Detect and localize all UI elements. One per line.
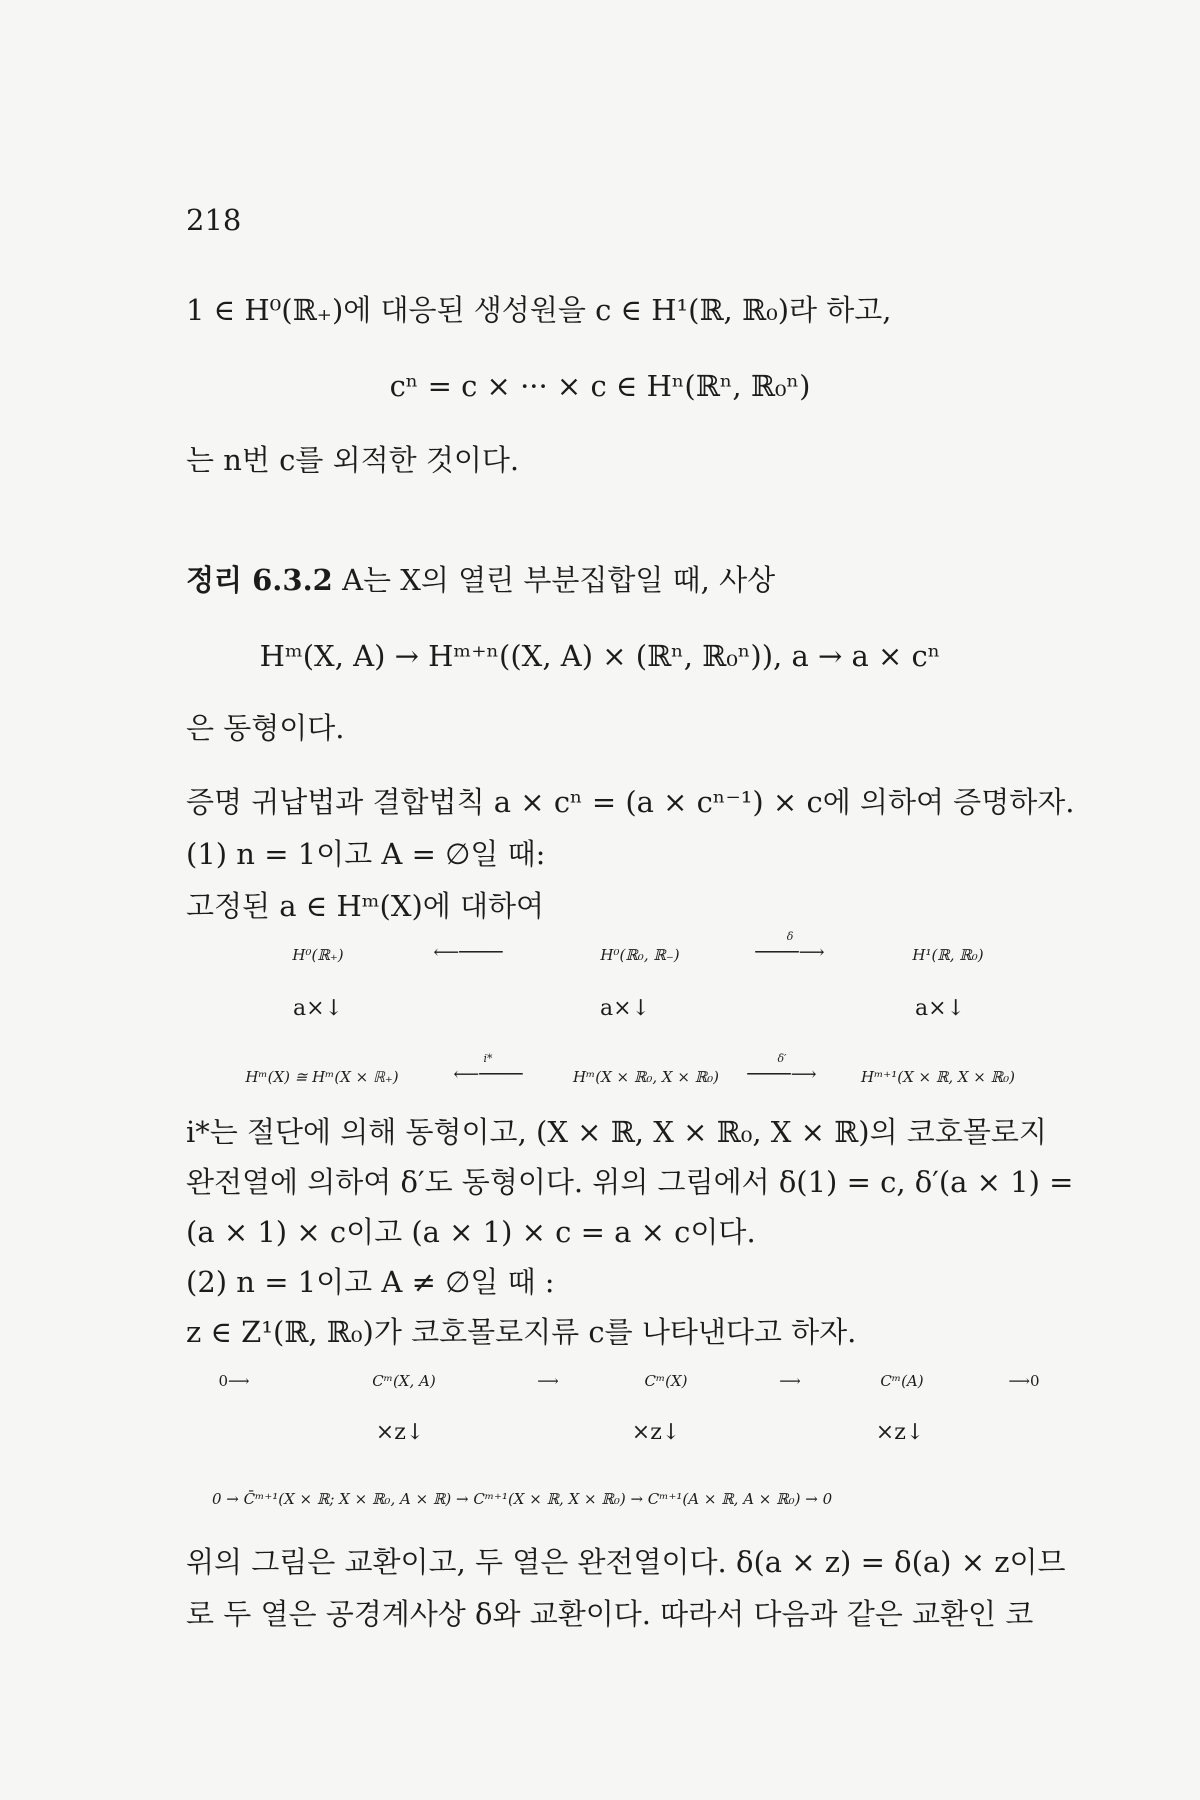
- diagram-node: Hᵐ(X) ≅ Hᵐ(X × ℝ₊): [245, 1068, 399, 1086]
- proof-line: 고정된 a ∈ Hᵐ(X)에 대하여: [186, 889, 545, 923]
- body-line: i*는 절단에 의해 동형이고, (X × ℝ, X × ℝ₀, X × ℝ)의 코호몰로지: [186, 1115, 1047, 1149]
- body-line: (a × 1) × c이고 (a × 1) × c = a × c이다.: [186, 1215, 756, 1249]
- diagram-node: H⁰(ℝ₀, ℝ₋): [600, 946, 680, 964]
- intro-line: 1 ∈ H⁰(ℝ₊)에 대응된 생성원을 c ∈ H¹(ℝ, ℝ₀)라 하고,: [186, 293, 892, 327]
- theorem-statement: [186, 560, 775, 600]
- theorem-conclusion: 은 동형이다.: [186, 711, 345, 745]
- diagram-arrow: ⟵────: [453, 1064, 523, 1085]
- vertical-arrow: a×↓: [600, 996, 650, 1021]
- proof-line: 증명 귀납법과 결합법칙 a × cⁿ = (a × cⁿ⁻¹) × c에 의하여 증명하자.: [186, 785, 1075, 819]
- diagram-node: Hᵐ⁺¹(X × ℝ, X × ℝ₀): [861, 1068, 1015, 1086]
- proof-line: (1) n = 1이고 A = ∅일 때:: [186, 837, 546, 871]
- diagram-node: 0⟶: [218, 1372, 250, 1390]
- vertical-arrow: ×z↓: [875, 1420, 925, 1445]
- diagram-node: H¹(ℝ, ℝ₀): [912, 946, 984, 964]
- diagram-arrow-label: i*: [483, 1052, 493, 1065]
- diagram-arrow: ────⟶: [747, 1064, 817, 1085]
- diagram-bottom-row: 0 → C̄ᵐ⁺¹(X × ℝ; X × ℝ₀, A × ℝ) → Cᵐ⁺¹(X × ℝ, X × ℝ₀) → Cᵐ⁺¹(A × ℝ, A × ℝ₀) → 0: [212, 1490, 833, 1508]
- vertical-arrow: a×↓: [915, 996, 965, 1021]
- diagram-arrow: ⟵────: [433, 942, 503, 963]
- body-line: 위의 그림은 교환이고, 두 열은 완전열이다. δ(a × z) = δ(a) × z이므: [186, 1545, 1066, 1579]
- diagram-arrow: ⟶0: [1008, 1372, 1040, 1390]
- vertical-arrow: ×z↓: [375, 1420, 425, 1445]
- display-equation: cⁿ = c × ··· × c ∈ Hⁿ(ℝⁿ, ℝ₀ⁿ): [389, 369, 811, 403]
- diagram-arrow: ────⟶: [755, 942, 825, 963]
- diagram-arrow-label: δ′: [777, 1052, 787, 1065]
- diagram-node: H⁰(ℝ₊): [292, 946, 344, 964]
- diagram-arrow: ⟶: [779, 1372, 801, 1390]
- diagram-node: Cᵐ(X, A): [372, 1372, 436, 1390]
- diagram-node: Cᵐ(A): [880, 1372, 924, 1390]
- diagram-arrow-label: δ: [786, 930, 794, 943]
- vertical-arrow: a×↓: [293, 996, 343, 1021]
- theorem-label: 정리 6.3.2: [186, 563, 333, 597]
- theorem-text: A는 X의 열린 부분집합일 때, 사상: [342, 563, 776, 597]
- page-number: 218: [186, 203, 242, 237]
- body-line: 로 두 열은 공경계사상 δ와 교환이다. 따라서 다음과 같은 교환인 코: [186, 1597, 1034, 1631]
- display-equation: Hᵐ(X, A) → Hᵐ⁺ⁿ((X, A) × (ℝⁿ, ℝ₀ⁿ)), a → a × cⁿ: [259, 639, 941, 673]
- diagram-arrow: ⟶: [537, 1372, 559, 1390]
- vertical-arrow: ×z↓: [631, 1420, 681, 1445]
- diagram-node: Hᵐ(X × ℝ₀, X × ℝ₀): [572, 1068, 720, 1086]
- diagram-node: Cᵐ(X): [644, 1372, 688, 1390]
- body-line: z ∈ Z¹(ℝ, ℝ₀)가 코호몰로지류 c를 나타낸다고 하자.: [186, 1315, 857, 1349]
- intro-line: 는 n번 c를 외적한 것이다.: [186, 443, 520, 477]
- body-line: 완전열에 의하여 δ′도 동형이다. 위의 그림에서 δ(1) = c, δ′(a × 1) =: [186, 1165, 1074, 1199]
- body-line: (2) n = 1이고 A ≠ ∅일 때 :: [186, 1265, 555, 1299]
